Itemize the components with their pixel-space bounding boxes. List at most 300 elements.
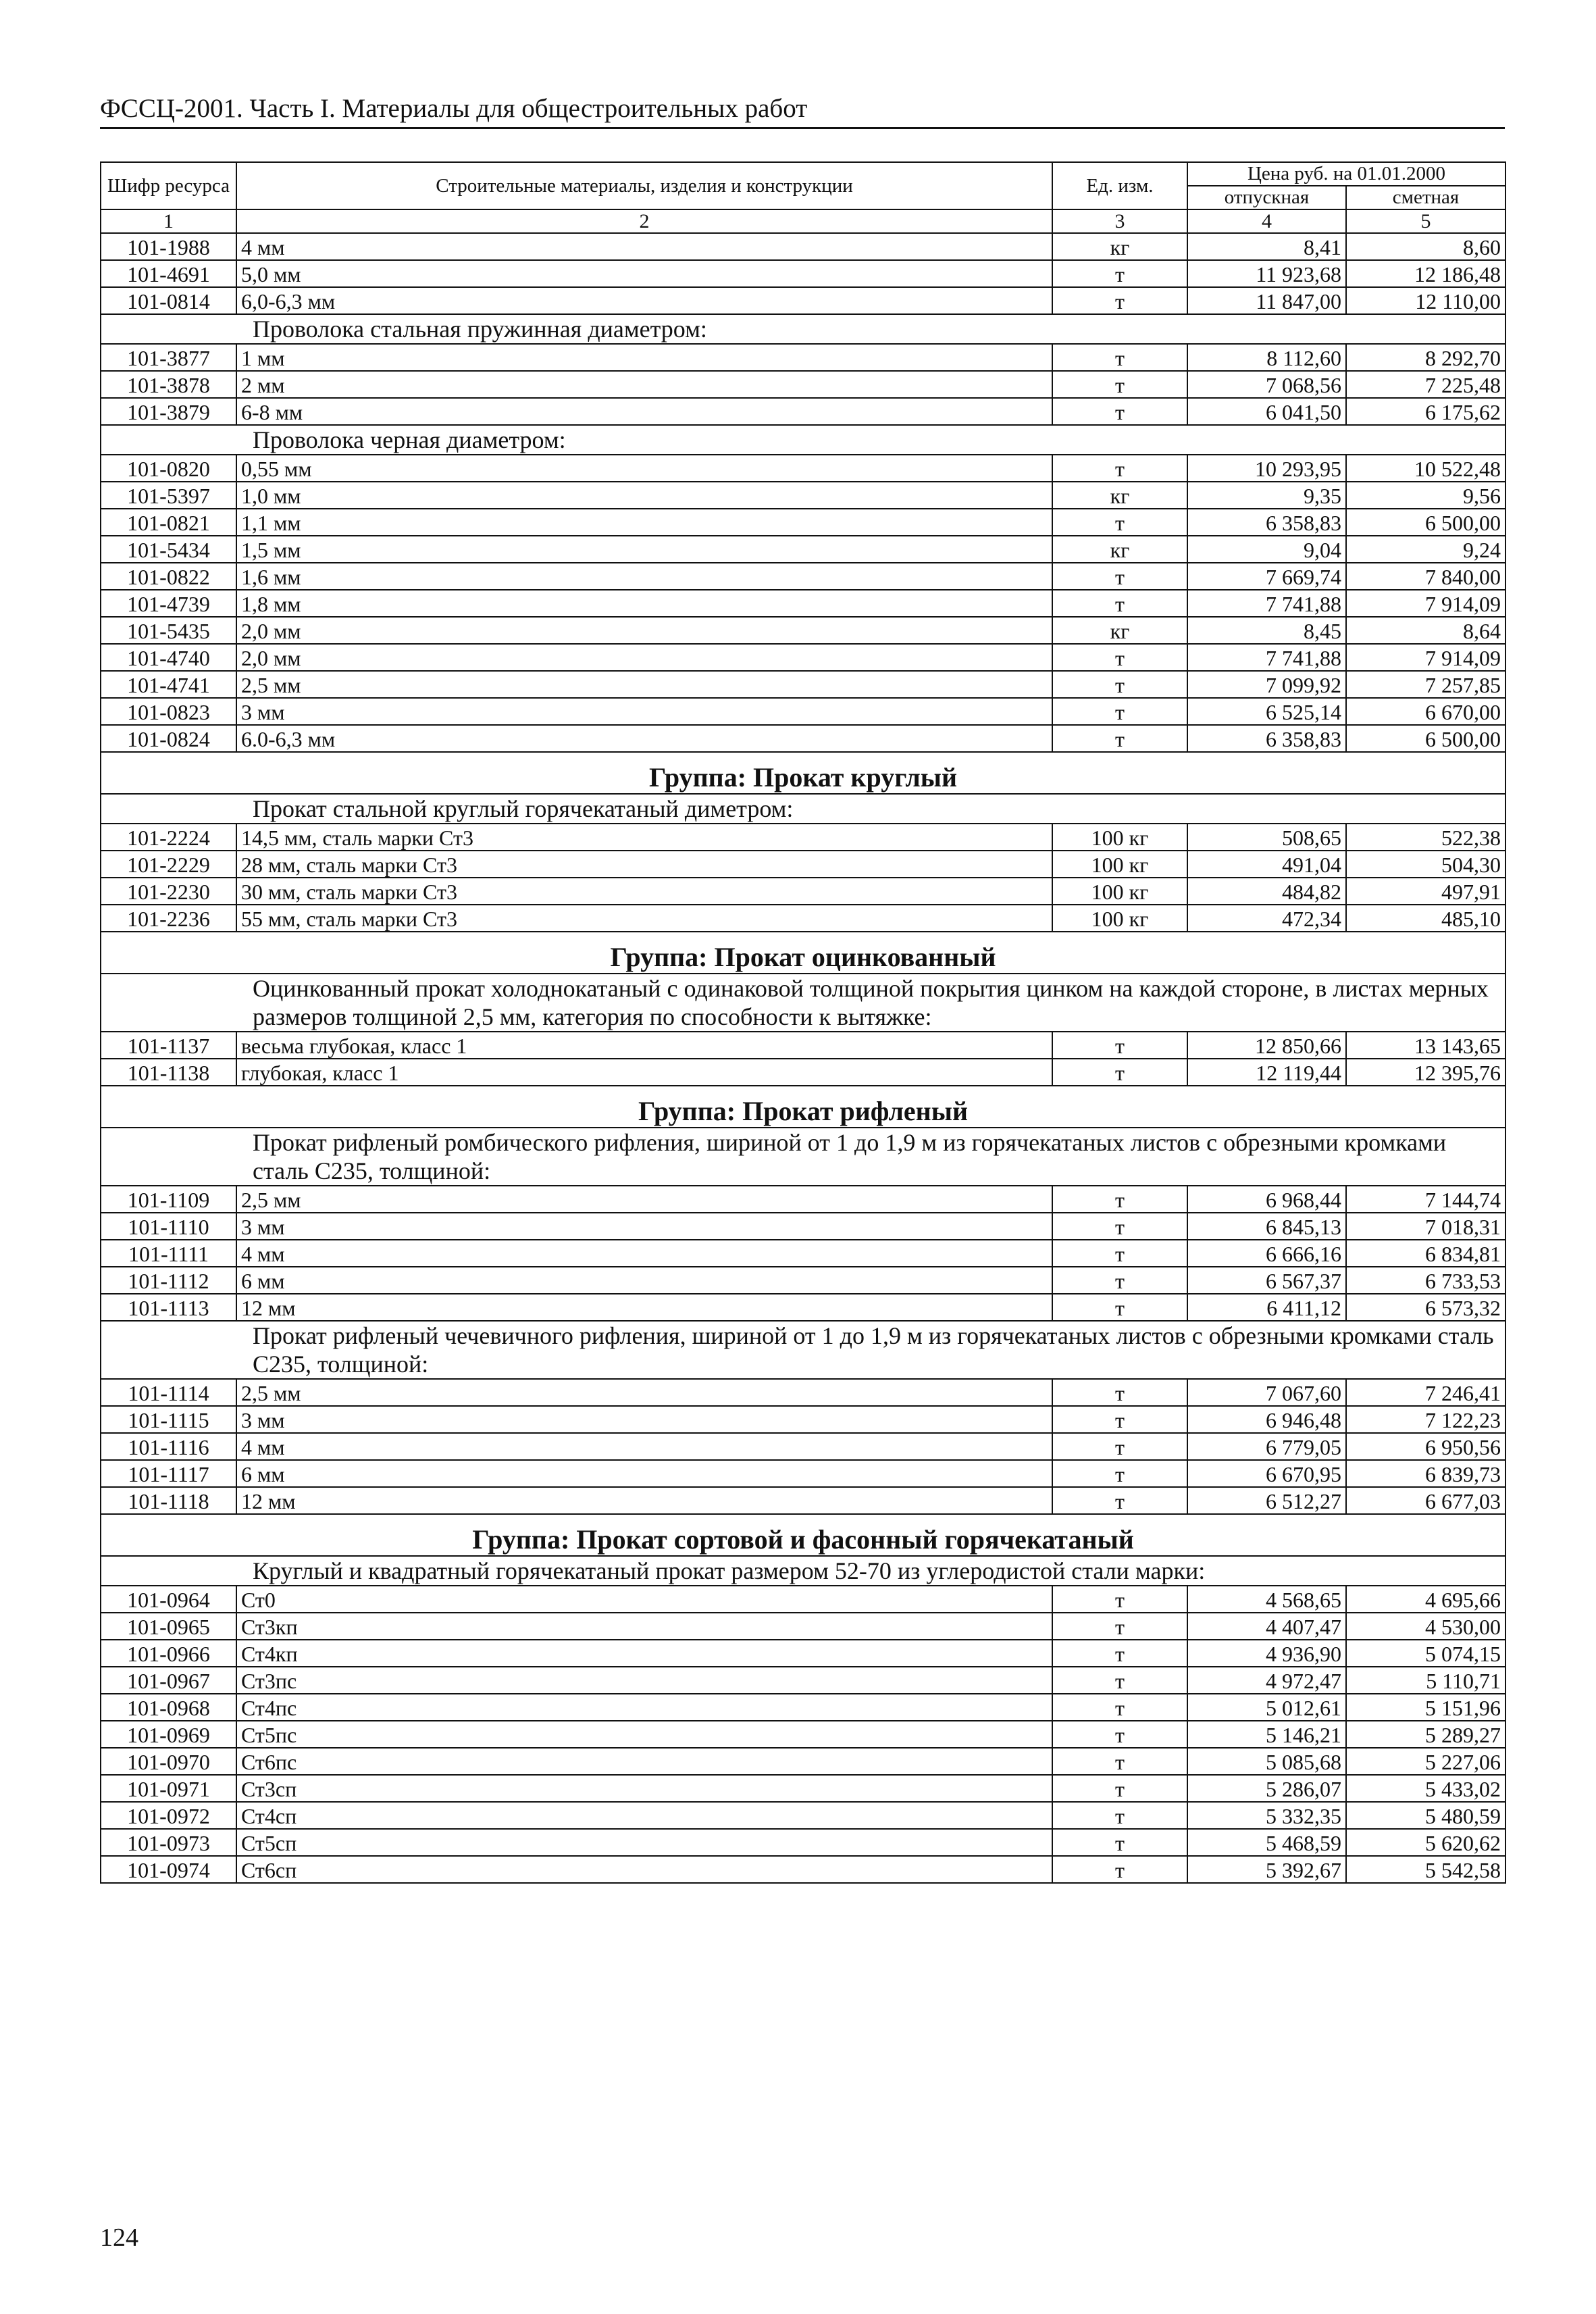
subgroup-row [101,794,1505,824]
resource-code: 101-5434 [101,536,236,563]
release-price: 8,41 [1187,233,1346,260]
table-row [101,878,1505,905]
unit-of-measure: т [1052,1240,1187,1267]
column-header-code: Шифр ресурса [101,162,236,209]
material-name: 6,0-6,3 мм [236,287,1052,314]
table-row [101,725,1505,752]
table-row [101,1059,1505,1086]
subgroup-title: Проволока стальная пружинная диаметром: [101,314,1505,344]
unit-of-measure: т [1052,1721,1187,1748]
table-row [101,1240,1505,1267]
resource-code: 101-1117 [101,1460,236,1487]
material-name: 1 мм [236,344,1052,371]
group-row [101,932,1505,974]
column-header-name: Строительные материалы, изделия и конструкции [236,162,1052,209]
estimate-price: 5 151,96 [1346,1694,1505,1721]
release-price: 6 946,48 [1187,1406,1346,1433]
unit-of-measure: т [1052,1186,1187,1213]
unit-of-measure: т [1052,725,1187,752]
table-row [101,1613,1505,1640]
estimate-price: 7 018,31 [1346,1213,1505,1240]
estimate-price: 7 914,09 [1346,590,1505,617]
table-row [101,455,1505,482]
table-row [101,1586,1505,1613]
unit-of-measure: т [1052,1856,1187,1883]
material-name: 1,0 мм [236,482,1052,509]
page-title: ФССЦ-2001. Часть I. Материалы для общестроительных работ [100,94,808,123]
table-body [101,233,1505,1883]
material-name: 12 мм [236,1487,1052,1514]
resource-code: 101-5397 [101,482,236,509]
estimate-price: 6 500,00 [1346,509,1505,536]
resource-code: 101-4741 [101,671,236,698]
table-row [101,644,1505,671]
unit-of-measure: кг [1052,617,1187,644]
table-row [101,1460,1505,1487]
table-row [101,1829,1505,1856]
resource-code: 101-0970 [101,1748,236,1775]
unit-of-measure: кг [1052,536,1187,563]
unit-of-measure: 100 кг [1052,824,1187,851]
unit-of-measure: т [1052,698,1187,725]
table-row [101,287,1505,314]
resource-code: 101-5435 [101,617,236,644]
column-header-unit: Ед. изм. [1052,162,1187,209]
material-name: Ст3кп [236,1613,1052,1640]
table-row [101,1640,1505,1667]
table-row [101,371,1505,398]
release-price: 7 669,74 [1187,563,1346,590]
resource-code: 101-2230 [101,878,236,905]
unit-of-measure: т [1052,671,1187,698]
unit-of-measure: т [1052,1775,1187,1802]
resource-code: 101-1116 [101,1433,236,1460]
estimate-price: 9,56 [1346,482,1505,509]
table-row [101,1433,1505,1460]
estimate-price: 8,64 [1346,617,1505,644]
material-name: глубокая, класс 1 [236,1059,1052,1086]
estimate-price: 10 522,48 [1346,455,1505,482]
subgroup-row [101,425,1505,455]
table-row [101,671,1505,698]
unit-of-measure: т [1052,509,1187,536]
column-number: 5 [1346,209,1505,233]
resource-code: 101-0966 [101,1640,236,1667]
material-name: 2,0 мм [236,617,1052,644]
column-number: 4 [1187,209,1346,233]
table-header [101,162,1505,233]
estimate-price: 6 175,62 [1346,398,1505,425]
table-row [101,1379,1505,1406]
unit-of-measure: кг [1052,482,1187,509]
estimate-price: 6 839,73 [1346,1460,1505,1487]
unit-of-measure: т [1052,1213,1187,1240]
estimate-price: 6 500,00 [1346,725,1505,752]
unit-of-measure: т [1052,1667,1187,1694]
release-price: 6 512,27 [1187,1487,1346,1514]
table-row [101,1186,1505,1213]
material-name: 5,0 мм [236,260,1052,287]
resource-code: 101-0823 [101,698,236,725]
estimate-price: 5 289,27 [1346,1721,1505,1748]
estimate-price: 7 122,23 [1346,1406,1505,1433]
group-row [101,752,1505,794]
release-price: 5 392,67 [1187,1856,1346,1883]
resource-code: 101-1111 [101,1240,236,1267]
estimate-price: 497,91 [1346,878,1505,905]
release-price: 12 850,66 [1187,1032,1346,1059]
subgroup-title: Прокат рифленый ромбического рифления, шириной от 1 до 1,9 м из горячекатаных листов с обрезными кромками сталь С235, толщиной: [101,1128,1505,1186]
table-row [101,1032,1505,1059]
table-row [101,1856,1505,1883]
table-row [101,563,1505,590]
release-price: 11 923,68 [1187,260,1346,287]
release-price: 4 936,90 [1187,1640,1346,1667]
resource-code: 101-1137 [101,1032,236,1059]
estimate-price: 12 110,00 [1346,287,1505,314]
release-price: 11 847,00 [1187,287,1346,314]
release-price: 9,35 [1187,482,1346,509]
resource-code: 101-0974 [101,1856,236,1883]
resource-code: 101-1110 [101,1213,236,1240]
release-price: 8,45 [1187,617,1346,644]
material-name: 0,55 мм [236,455,1052,482]
unit-of-measure: т [1052,398,1187,425]
table-row [101,698,1505,725]
estimate-price: 5 110,71 [1346,1667,1505,1694]
resource-code: 101-1138 [101,1059,236,1086]
unit-of-measure: т [1052,1433,1187,1460]
material-name: 1,5 мм [236,536,1052,563]
release-price: 12 119,44 [1187,1059,1346,1086]
unit-of-measure: т [1052,1059,1187,1086]
column-header-release: отпускная [1187,186,1346,209]
material-name: 6 мм [236,1460,1052,1487]
unit-of-measure: т [1052,1694,1187,1721]
table-row [101,1213,1505,1240]
release-price: 10 293,95 [1187,455,1346,482]
estimate-price: 7 257,85 [1346,671,1505,698]
group-row [101,1514,1505,1556]
release-price: 6 666,16 [1187,1240,1346,1267]
estimate-price: 4 695,66 [1346,1586,1505,1613]
page-number: 124 [100,2223,138,2252]
unit-of-measure: т [1052,1829,1187,1856]
release-price: 484,82 [1187,878,1346,905]
subgroup-row [101,314,1505,344]
material-name: Ст5сп [236,1829,1052,1856]
unit-of-measure: т [1052,1032,1187,1059]
resource-code: 101-1118 [101,1487,236,1514]
material-name: 4 мм [236,233,1052,260]
release-price: 6 845,13 [1187,1213,1346,1240]
release-price: 8 112,60 [1187,344,1346,371]
material-name: Ст4кп [236,1640,1052,1667]
unit-of-measure: т [1052,371,1187,398]
release-price: 7 067,60 [1187,1379,1346,1406]
estimate-price: 5 433,02 [1346,1775,1505,1802]
estimate-price: 7 225,48 [1346,371,1505,398]
table-row [101,482,1505,509]
unit-of-measure: т [1052,644,1187,671]
estimate-price: 7 914,09 [1346,644,1505,671]
estimate-price: 522,38 [1346,824,1505,851]
subgroup-title: Круглый и квадратный горячекатаный прокат размером 52-70 из углеродистой стали марки: [101,1556,1505,1586]
material-name: Ст4сп [236,1802,1052,1829]
release-price: 6 567,37 [1187,1267,1346,1294]
material-name: 4 мм [236,1240,1052,1267]
unit-of-measure: 100 кг [1052,851,1187,878]
estimate-price: 6 950,56 [1346,1433,1505,1460]
estimate-price: 12 186,48 [1346,260,1505,287]
estimate-price: 5 227,06 [1346,1748,1505,1775]
subgroup-title: Прокат стальной круглый горячекатаный диметром: [101,794,1505,824]
resource-code: 101-0965 [101,1613,236,1640]
material-name: Ст6сп [236,1856,1052,1883]
release-price: 5 286,07 [1187,1775,1346,1802]
estimate-price: 5 480,59 [1346,1802,1505,1829]
material-name: 3 мм [236,1406,1052,1433]
release-price: 5 085,68 [1187,1748,1346,1775]
estimate-price: 13 143,65 [1346,1032,1505,1059]
resource-code: 101-1112 [101,1267,236,1294]
table-row [101,1802,1505,1829]
unit-of-measure: т [1052,1640,1187,1667]
subgroup-row [101,1556,1505,1586]
unit-of-measure: кг [1052,233,1187,260]
release-price: 6 670,95 [1187,1460,1346,1487]
table-row [101,1748,1505,1775]
table-row [101,1775,1505,1802]
release-price: 491,04 [1187,851,1346,878]
resource-code: 101-0968 [101,1694,236,1721]
resource-code: 101-1115 [101,1406,236,1433]
release-price: 7 099,92 [1187,671,1346,698]
estimate-price: 6 573,32 [1346,1294,1505,1321]
resource-code: 101-0820 [101,455,236,482]
unit-of-measure: т [1052,1487,1187,1514]
table-row [101,851,1505,878]
table-row [101,1487,1505,1514]
unit-of-measure: т [1052,1586,1187,1613]
estimate-price: 4 530,00 [1346,1613,1505,1640]
table-row [101,824,1505,851]
release-price: 6 779,05 [1187,1433,1346,1460]
release-price: 4 568,65 [1187,1586,1346,1613]
estimate-price: 5 620,62 [1346,1829,1505,1856]
release-price: 5 468,59 [1187,1829,1346,1856]
release-price: 508,65 [1187,824,1346,851]
resource-code: 101-0972 [101,1802,236,1829]
subgroup-title: Прокат рифленый чечевичного рифления, шириной от 1 до 1,9 м из горячекатаных листов с обрезными кромками сталь С235, толщиной: [101,1321,1505,1379]
column-header-estimate: сметная [1346,186,1505,209]
release-price: 6 358,83 [1187,725,1346,752]
material-name: 28 мм, сталь марки Ст3 [236,851,1052,878]
group-title: Группа: Прокат рифленый [101,1086,1505,1128]
resource-code: 101-1988 [101,233,236,260]
estimate-price: 6 733,53 [1346,1267,1505,1294]
table-row [101,617,1505,644]
resource-code: 101-0822 [101,563,236,590]
table-row [101,590,1505,617]
material-name: 12 мм [236,1294,1052,1321]
estimate-price: 7 144,74 [1346,1186,1505,1213]
table-row [101,1667,1505,1694]
material-name: 30 мм, сталь марки Ст3 [236,878,1052,905]
material-name: 1,1 мм [236,509,1052,536]
resource-code: 101-0964 [101,1586,236,1613]
material-name: Ст5пс [236,1721,1052,1748]
release-price: 6 525,14 [1187,698,1346,725]
release-price: 6 358,83 [1187,509,1346,536]
column-number: 3 [1052,209,1187,233]
unit-of-measure: 100 кг [1052,878,1187,905]
material-name: 2,5 мм [236,671,1052,698]
resource-code: 101-2229 [101,851,236,878]
resource-code: 101-4691 [101,260,236,287]
resource-code: 101-0821 [101,509,236,536]
resource-code: 101-0969 [101,1721,236,1748]
column-header-price: Цена руб. на 01.01.2000 [1187,162,1505,186]
unit-of-measure: т [1052,260,1187,287]
group-title: Группа: Прокат оцинкованный [101,932,1505,974]
material-name: 14,5 мм, сталь марки Ст3 [236,824,1052,851]
release-price: 4 972,47 [1187,1667,1346,1694]
estimate-price: 504,30 [1346,851,1505,878]
material-name: 1,6 мм [236,563,1052,590]
release-price: 7 068,56 [1187,371,1346,398]
resource-code: 101-0814 [101,287,236,314]
release-price: 6 411,12 [1187,1294,1346,1321]
group-title: Группа: Прокат круглый [101,752,1505,794]
unit-of-measure: т [1052,1802,1187,1829]
resource-code: 101-0967 [101,1667,236,1694]
table-row [101,233,1505,260]
subgroup-row [101,1128,1505,1186]
material-name: 2,5 мм [236,1379,1052,1406]
material-name: 2,5 мм [236,1186,1052,1213]
estimate-price: 5 074,15 [1346,1640,1505,1667]
estimate-price: 12 395,76 [1346,1059,1505,1086]
table-row [101,1721,1505,1748]
table-row [101,1694,1505,1721]
estimate-price: 5 542,58 [1346,1856,1505,1883]
table-row [101,260,1505,287]
estimate-price: 7 246,41 [1346,1379,1505,1406]
estimate-price: 9,24 [1346,536,1505,563]
material-name: 2,0 мм [236,644,1052,671]
subgroup-title: Оцинкованный прокат холоднокатаный с одинаковой толщиной покрытия цинком на каждой стороне, в листах мерных размеров толщиной 2,5 мм, категория по способности к вытяжке: [101,974,1505,1032]
estimate-price: 6 834,81 [1346,1240,1505,1267]
release-price: 5 012,61 [1187,1694,1346,1721]
resource-code: 101-3879 [101,398,236,425]
material-name: 6.0-6,3 мм [236,725,1052,752]
unit-of-measure: т [1052,1294,1187,1321]
page-header [100,93,1505,129]
column-number: 1 [101,209,236,233]
table-row [101,1406,1505,1433]
resource-code: 101-3877 [101,344,236,371]
release-price: 5 332,35 [1187,1802,1346,1829]
material-name: 6-8 мм [236,398,1052,425]
price-table [100,161,1506,1884]
resource-code: 101-0971 [101,1775,236,1802]
subgroup-row [101,1321,1505,1379]
unit-of-measure: т [1052,1406,1187,1433]
material-name: Ст0 [236,1586,1052,1613]
unit-of-measure: т [1052,1748,1187,1775]
group-title: Группа: Прокат сортовой и фасонный горячекатаный [101,1514,1505,1556]
release-price: 7 741,88 [1187,590,1346,617]
unit-of-measure: т [1052,1613,1187,1640]
material-name: 4 мм [236,1433,1052,1460]
estimate-price: 6 677,03 [1346,1487,1505,1514]
resource-code: 101-4739 [101,590,236,617]
estimate-price: 6 670,00 [1346,698,1505,725]
unit-of-measure: т [1052,563,1187,590]
resource-code: 101-1114 [101,1379,236,1406]
resource-code: 101-0973 [101,1829,236,1856]
material-name: Ст3сп [236,1775,1052,1802]
table-row [101,398,1505,425]
material-name: 2 мм [236,371,1052,398]
unit-of-measure: т [1052,590,1187,617]
table-row [101,536,1505,563]
table-row [101,1267,1505,1294]
material-name: весьма глубокая, класс 1 [236,1032,1052,1059]
resource-code: 101-2224 [101,824,236,851]
material-name: Ст3пс [236,1667,1052,1694]
table-row [101,509,1505,536]
release-price: 6 968,44 [1187,1186,1346,1213]
release-price: 7 741,88 [1187,644,1346,671]
resource-code: 101-1109 [101,1186,236,1213]
resource-code: 101-1113 [101,1294,236,1321]
material-name: 3 мм [236,1213,1052,1240]
subgroup-row [101,974,1505,1032]
release-price: 9,04 [1187,536,1346,563]
column-number: 2 [236,209,1052,233]
material-name: Ст4пс [236,1694,1052,1721]
material-name: Ст6пс [236,1748,1052,1775]
material-name: 1,8 мм [236,590,1052,617]
material-name: 55 мм, сталь марки Ст3 [236,905,1052,932]
resource-code: 101-0824 [101,725,236,752]
unit-of-measure: т [1052,287,1187,314]
table-row [101,905,1505,932]
unit-of-measure: т [1052,1460,1187,1487]
unit-of-measure: т [1052,455,1187,482]
release-price: 4 407,47 [1187,1613,1346,1640]
release-price: 5 146,21 [1187,1721,1346,1748]
release-price: 6 041,50 [1187,398,1346,425]
unit-of-measure: т [1052,344,1187,371]
estimate-price: 8 292,70 [1346,344,1505,371]
unit-of-measure: т [1052,1379,1187,1406]
estimate-price: 485,10 [1346,905,1505,932]
group-row [101,1086,1505,1128]
resource-code: 101-3878 [101,371,236,398]
table-row [101,344,1505,371]
unit-of-measure: т [1052,1267,1187,1294]
unit-of-measure: 100 кг [1052,905,1187,932]
subgroup-title: Проволока черная диаметром: [101,425,1505,455]
material-name: 6 мм [236,1267,1052,1294]
table-row [101,1294,1505,1321]
material-name: 3 мм [236,698,1052,725]
estimate-price: 8,60 [1346,233,1505,260]
release-price: 472,34 [1187,905,1346,932]
